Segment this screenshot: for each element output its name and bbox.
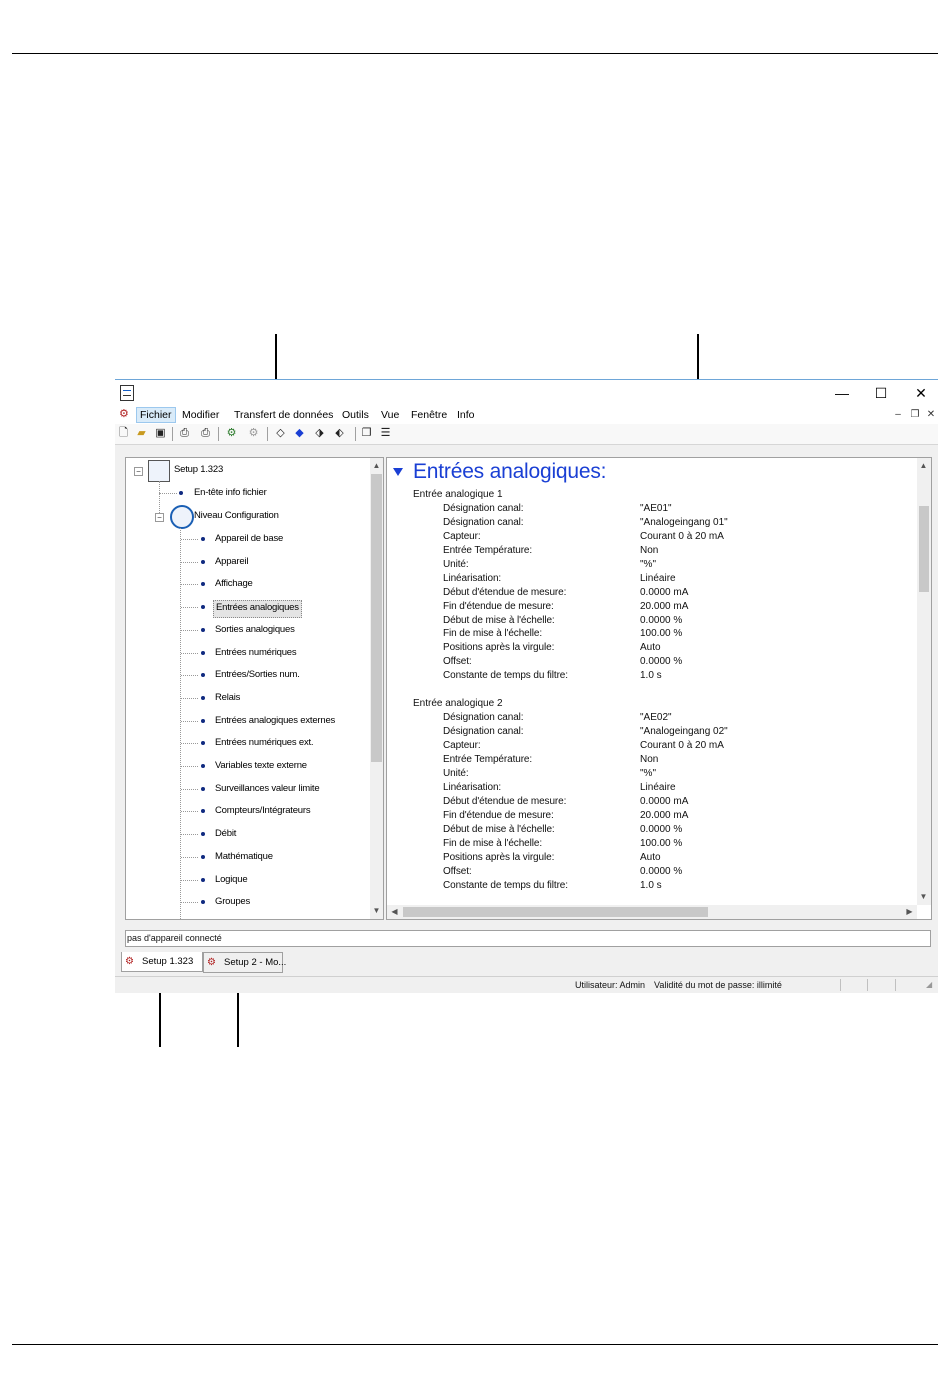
parameter-value: Courant 0 à 20 mA: [640, 740, 724, 751]
parameter-value: 0.0000 %: [640, 866, 683, 877]
tree-item-relais[interactable]: Relais: [215, 692, 241, 703]
mdi-close-button[interactable]: ✕: [926, 409, 936, 420]
parameter-label: Positions après la virgule:: [443, 642, 555, 653]
parameter-value: 100.00 %: [640, 628, 683, 639]
menu-fichier[interactable]: Fichier: [136, 407, 176, 423]
tree-guide: [181, 811, 198, 812]
parameter-label: Désignation canal:: [443, 712, 524, 723]
status-separator: [867, 979, 868, 991]
parameter-value: "Analogeingang 02": [640, 726, 728, 737]
group-title: Entrée analogique 2: [413, 698, 503, 709]
parameter-value: Auto: [640, 642, 661, 653]
application-window: [115, 379, 938, 993]
menu-modifier[interactable]: Modifier: [182, 409, 220, 421]
tree-guide: [181, 539, 198, 540]
parameter-value: "AE01": [640, 503, 672, 514]
menu-fenetre[interactable]: Fenêtre: [411, 409, 448, 421]
navigation-tree: [125, 457, 384, 920]
parameter-value: Non: [640, 545, 659, 556]
tile-windows-icon[interactable]: ☰: [380, 427, 391, 439]
parameter-value: 1.0 s: [640, 880, 662, 891]
status-separator: [895, 979, 896, 991]
parameter-label: Positions après la virgule:: [443, 852, 555, 863]
parameter-value: "%": [640, 768, 656, 779]
tree-item-header-info[interactable]: En-tête info fichier: [194, 487, 267, 498]
parameter-value: 1.0 s: [640, 670, 662, 681]
tree-bullet: [201, 673, 205, 677]
parameter-value: 0.0000 %: [640, 656, 683, 667]
toolbar-separator: [218, 427, 219, 441]
parameter-value: "AE02": [640, 712, 672, 723]
detail-v-scroll-thumb[interactable]: [919, 506, 929, 592]
tree-guide: [180, 528, 181, 919]
tree-item-mathematique[interactable]: Mathématique: [215, 851, 273, 862]
tree-item-config-level[interactable]: Niveau Configuration: [194, 510, 279, 521]
document-system-icon[interactable]: ⚙: [119, 408, 129, 420]
parameter-label: Désignation canal:: [443, 726, 524, 737]
parameter-value: 20.000 mA: [640, 601, 689, 612]
parameter-label: Désignation canal:: [443, 517, 524, 528]
tree-item-entrees-analogiques-externes[interactable]: Entrées analogiques externes: [215, 715, 336, 726]
tree-bullet: [201, 605, 205, 609]
parameter-value: Linéaire: [640, 573, 676, 584]
export-icon[interactable]: ⬖: [335, 427, 344, 439]
tree-item-variables-texte-externe[interactable]: Variables texte externe: [215, 760, 307, 771]
tree-guide: [181, 653, 198, 654]
tree-item-groupes[interactable]: Groupes: [215, 896, 251, 907]
parameter-label: Linéarisation:: [443, 782, 502, 793]
status-separator: [840, 979, 841, 991]
tree-bullet: [201, 560, 205, 564]
open-folder-icon[interactable]: ▰: [137, 427, 146, 439]
tab-setup-2[interactable]: [203, 952, 287, 973]
tree-guide: [181, 630, 198, 631]
print-icon[interactable]: ⎙: [201, 427, 210, 439]
tree-guide: [181, 902, 198, 903]
scroll-left-icon[interactable]: ◀: [391, 907, 398, 916]
new-file-icon[interactable]: 🗋: [119, 427, 128, 439]
menu-bar: [115, 406, 938, 424]
tree-bullet: [201, 741, 205, 745]
tree-bullet: [201, 537, 205, 541]
root-collapse-toggle[interactable]: −: [134, 467, 143, 476]
parameter-value: Linéaire: [640, 782, 676, 793]
close-button[interactable]: ✕: [915, 385, 927, 401]
parameter-label: Constante de temps du filtre:: [443, 670, 568, 681]
section-title: Entrées analogiques:: [413, 460, 607, 483]
page-top-rule: [12, 53, 938, 54]
parameter-value: 0.0000 mA: [640, 587, 689, 598]
parameter-label: Linéarisation:: [443, 573, 502, 584]
tree-guide: [181, 698, 198, 699]
tree-bullet: [201, 582, 205, 586]
tree-scrollbar[interactable]: [370, 458, 383, 919]
menu-info[interactable]: Info: [457, 409, 475, 421]
setup-tab-icon: ⚙: [125, 956, 134, 967]
setup-file-icon: [148, 460, 170, 482]
connection-status: pas d'appareil connecté: [125, 930, 931, 947]
read-device-icon[interactable]: ◆: [295, 427, 304, 439]
toolbar-separator: [172, 427, 173, 441]
tree-item-entrees-numeriques-ext[interactable]: Entrées numériques ext.: [215, 737, 314, 748]
toolbar: [115, 424, 938, 445]
parameter-label: Offset:: [443, 656, 472, 667]
tree-bullet: [201, 719, 205, 723]
tree-item-surveillances-valeur-limite[interactable]: Surveillances valeur limite: [215, 783, 320, 794]
parameter-label: Offset:: [443, 866, 472, 877]
tab-label: Setup 2 - Mo...: [224, 957, 287, 968]
tree-item-appareil[interactable]: Appareil: [215, 556, 249, 567]
disconnect-icon[interactable]: ⚙: [248, 427, 259, 439]
parameter-value: "%": [640, 559, 656, 570]
tree-guide: [181, 675, 198, 676]
tree-item-appareil-de-base[interactable]: Appareil de base: [215, 533, 284, 544]
tree-bullet: [201, 696, 205, 700]
scroll-up-icon[interactable]: ▲: [372, 461, 381, 470]
tree-bullet: [201, 651, 205, 655]
minimize-button[interactable]: —: [835, 385, 849, 401]
tree-root-setup[interactable]: Setup 1.323: [174, 464, 224, 475]
menu-outils[interactable]: Outils: [342, 409, 369, 421]
parameter-label: Fin d'étendue de mesure:: [443, 601, 554, 612]
tree-item-entrees-numeriques[interactable]: Entrées numériques: [215, 647, 297, 658]
tree-item-affichage[interactable]: Affichage: [215, 578, 253, 589]
status-password-validity: Validité du mot de passe: illimité: [654, 980, 782, 990]
parameter-label: Désignation canal:: [443, 503, 524, 514]
parameter-label: Fin de mise à l'échelle:: [443, 838, 543, 849]
app-icon: [120, 385, 134, 401]
resize-grip-icon[interactable]: ◢: [926, 980, 933, 989]
parameter-label: Capteur:: [443, 531, 481, 542]
tree-item-logique[interactable]: Logique: [215, 874, 248, 885]
tree-guide: [181, 857, 198, 858]
collapse-triangle-icon[interactable]: [393, 468, 403, 476]
detail-horizontal-scrollbar[interactable]: [387, 905, 917, 919]
tree-item-entrees-sorties-num[interactable]: Entrées/Sorties num.: [215, 669, 300, 680]
tab-setup-1[interactable]: [121, 952, 203, 972]
tree-guide: [181, 743, 198, 744]
toolbar-separator: [267, 427, 268, 441]
tree-bullet: [179, 491, 183, 495]
group-title: Entrée analogique 1: [413, 489, 503, 500]
page-bottom-rule: [12, 1344, 938, 1345]
print-preview-icon[interactable]: ⎙: [180, 427, 189, 439]
mdi-minimize-button[interactable]: –: [895, 409, 901, 420]
tree-guide: [181, 562, 198, 563]
parameter-label: Unité:: [443, 768, 469, 779]
tree-guide: [181, 607, 198, 608]
save-icon[interactable]: ▣: [155, 427, 166, 439]
parameter-label: Début d'étendue de mesure:: [443, 796, 567, 807]
mdi-restore-button[interactable]: ❐: [910, 409, 920, 420]
tree-item-entrees-analogiques[interactable]: Entrées analogiques: [213, 600, 302, 618]
tree-bullet: [201, 809, 205, 813]
parameter-label: Début de mise à l'échelle:: [443, 824, 555, 835]
scroll-right-icon[interactable]: ▶: [906, 907, 913, 916]
parameter-label: Fin d'étendue de mesure:: [443, 810, 554, 821]
parameter-value: 20.000 mA: [640, 810, 689, 821]
connect-icon[interactable]: ⚙: [226, 427, 237, 439]
tree-guide: [181, 834, 198, 835]
tree-bullet: [201, 900, 205, 904]
tree-bullet: [201, 855, 205, 859]
menu-transfert[interactable]: Transfert de données: [234, 409, 334, 421]
tree-item-debit[interactable]: Débit: [215, 828, 237, 839]
parameter-value: Non: [640, 754, 659, 765]
scroll-down-icon[interactable]: ▼: [919, 892, 928, 901]
tree-guide: [181, 721, 198, 722]
toolbar-separator: [355, 427, 356, 441]
tree-bullet: [201, 787, 205, 791]
maximize-button[interactable]: ☐: [874, 385, 888, 401]
tree-item-compteurs-integrateurs[interactable]: Compteurs/Intégrateurs: [215, 805, 311, 816]
tree-guide: [181, 880, 198, 881]
tree-bullet: [201, 832, 205, 836]
parameter-label: Entrée Température:: [443, 545, 533, 556]
status-user: Utilisateur: Admin: [575, 980, 646, 990]
scroll-down-icon[interactable]: ▼: [372, 906, 381, 915]
cascade-windows-icon[interactable]: ❐: [361, 427, 372, 439]
configuration-icon: [170, 505, 194, 529]
parameter-label: Entrée Température:: [443, 754, 533, 765]
detail-vertical-scrollbar[interactable]: [917, 458, 931, 905]
tree-scroll-thumb[interactable]: [371, 474, 382, 762]
tree-item-sorties-analogiques[interactable]: Sorties analogiques: [215, 624, 295, 635]
parameter-value: "Analogeingang 01": [640, 517, 728, 528]
parameter-label: Constante de temps du filtre:: [443, 880, 568, 891]
parameter-value: Auto: [640, 852, 661, 863]
scroll-up-icon[interactable]: ▲: [919, 461, 928, 470]
menu-vue[interactable]: Vue: [381, 409, 400, 421]
tree-guide: [181, 584, 198, 585]
config-collapse-toggle[interactable]: −: [155, 513, 164, 522]
parameter-value: 100.00 %: [640, 838, 683, 849]
parameter-label: Unité:: [443, 559, 469, 570]
parameter-value: Courant 0 à 20 mA: [640, 531, 724, 542]
status-bar: [115, 976, 938, 993]
detail-h-scroll-thumb[interactable]: [403, 907, 708, 917]
title-bar: [115, 380, 938, 406]
tree-guide: [159, 493, 177, 494]
tab-label: Setup 1.323: [142, 956, 194, 967]
parameter-value: 0.0000 mA: [640, 796, 689, 807]
parameter-label: Capteur:: [443, 740, 481, 751]
parameter-value: 0.0000 %: [640, 824, 683, 835]
tree-guide: [181, 766, 198, 767]
tree-bullet: [201, 628, 205, 632]
transfer-icon[interactable]: ⬗: [315, 427, 324, 439]
parameter-label: Début de mise à l'échelle:: [443, 615, 555, 626]
parameter-label: Début d'étendue de mesure:: [443, 587, 567, 598]
arrow-right-icon[interactable]: ◇: [276, 427, 285, 439]
setup-tab-icon: ⚙: [207, 957, 216, 968]
tree-bullet: [201, 764, 205, 768]
detail-view: [386, 457, 932, 920]
tree-guide: [181, 789, 198, 790]
tree-bullet: [201, 878, 205, 882]
parameter-label: Fin de mise à l'échelle:: [443, 628, 543, 639]
parameter-value: 0.0000 %: [640, 615, 683, 626]
